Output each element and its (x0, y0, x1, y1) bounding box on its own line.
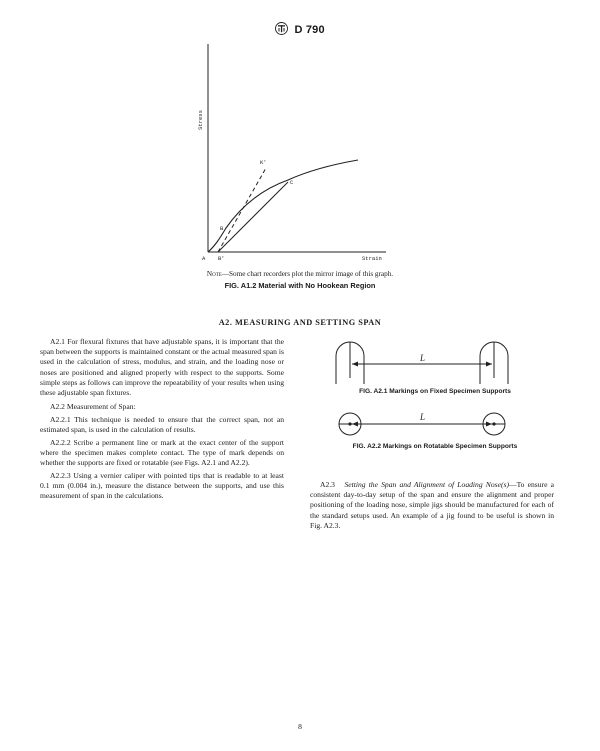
paragraph-a2-3-body: —To ensure a consistent day-to-day setup of the span and ensure the alignment and proper positioning of the loading nose, simple jigs should be manufactured for each of the standard setups used. An example of a jig found to be useful is shown in Fig. A2.3. (310, 480, 554, 530)
section-heading: A2. MEASURING AND SETTING SPAN (218, 318, 382, 327)
point-label-a: A (202, 255, 206, 262)
point-label-k: K' (260, 159, 267, 166)
page-header (0, 22, 600, 38)
secant-line (218, 182, 288, 252)
note-text: —Some chart recorders plot the mirror image of this graph. (221, 270, 394, 278)
note-label: Note (206, 270, 222, 278)
paragraph-a2-3 (310, 480, 554, 531)
paragraph-a2-2-1: A2.2.1 This technique is needed to ensure that the correct span, not an estimated span, is used in the calculation of results. (40, 414, 284, 435)
tangent-line-dashed (218, 168, 266, 252)
figure-a2-2-caption: FIG. A2.2 Markings on Rotatable Specimen Supports (352, 443, 518, 450)
paragraph-a2-3-number: A2.3 (320, 480, 335, 489)
paragraph-a2-3-title: Setting the Span and Alignment of Loading Nose(s) (344, 480, 509, 489)
span-label-fixed: L (420, 353, 426, 363)
paragraph-a2-2-2: A2.2.2 Scribe a permanent line or mark at the exact center of the support where the specimen makes complete contact. The type of mark depends on whether the supports are fixed or rotatable (see Figs. A2.1 and A2.2). (40, 437, 284, 468)
figure-a1-2-caption: FIG. A1.2 Material with No Hookean Region (224, 281, 376, 290)
point-label-c: C (290, 179, 294, 186)
point-label-b: B (220, 225, 224, 232)
rotatable-supports-diagram (328, 410, 528, 438)
fixed-supports-diagram (328, 340, 528, 386)
left-column (40, 337, 284, 504)
paragraph-a2-1: A2.1 For flexural fixtures that have adjustable spans, it is important that the span between the supports is maintained constant or the actual measured span is used in the calculation of stress, modulus, and strain, and the loading nose or noses are positioned and aligned properly with respect to the supports. Some simple steps as follows can improve the repeatability of your results when using these adjustable span fixtures. (40, 337, 284, 398)
figure-note (0, 270, 600, 278)
stress-strain-curve (208, 160, 358, 252)
paragraph-a2-2-3: A2.2.3 Using a vernier caliper with pointed tips that is readable to at least 0.1 mm (0.004 in.), measure the distance between the supports, and use this measurement of span in the calculations. (40, 470, 284, 501)
span-label-rotatable: L (420, 412, 426, 422)
right-column (310, 480, 554, 534)
astm-logo-icon (275, 22, 288, 38)
page-number: 8 (298, 722, 302, 731)
y-axis-label: Stress (197, 110, 204, 130)
figure-a2-1-caption: FIG. A2.1 Markings on Fixed Specimen Supports (359, 388, 511, 395)
paragraph-a2-2: A2.2 Measurement of Span: (50, 402, 136, 412)
stress-strain-graph (190, 40, 390, 268)
x-axis-label: Strain (362, 255, 382, 262)
standard-code: D 790 (294, 24, 325, 36)
point-label-b-prime: B' (218, 255, 225, 262)
